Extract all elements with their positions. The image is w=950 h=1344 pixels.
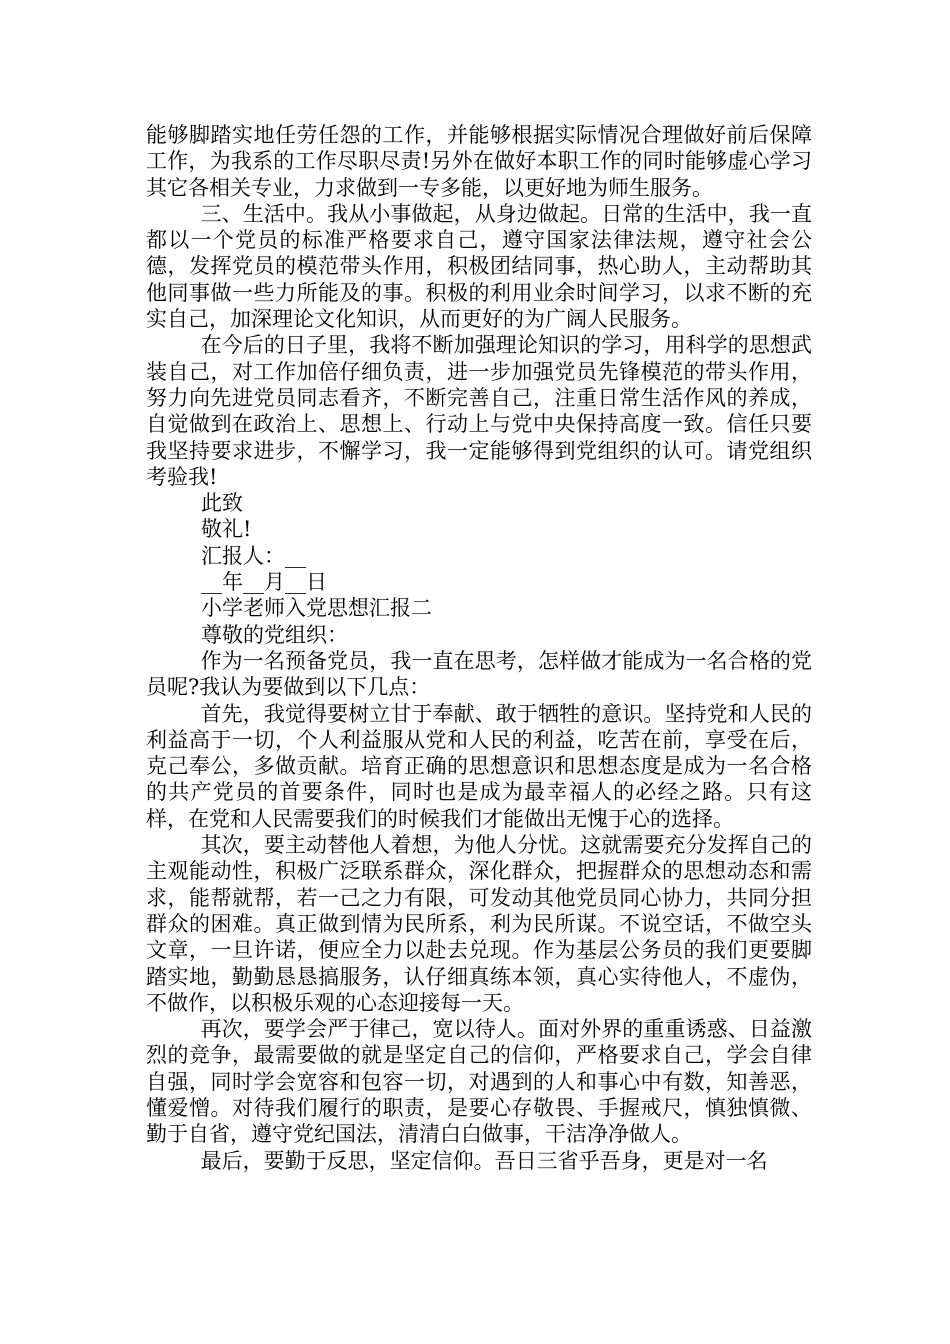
paragraph-future: 在今后的日子里，我将不断加强理论知识的学习，用科学的思想武装自己，对工作加倍仔细负责，进一步加强党员先锋模范的带头作用，努力向先进党员同志看齐，不断完善自己，注重日常生活作风的养成，自觉做到在政治上、思想上、行动上与党中央保持高度一致。信任只要我坚持要求进步，不懈学习，我一定能够得到党组织的认可。请党组织考验我!: [146, 333, 812, 489]
paragraph-last: 最后，要勤于反思，坚定信仰。吾日三省乎吾身，更是对一名: [200, 1148, 768, 1173]
paragraph-life: 三、生活中。我从小事做起，从身边做起。日常的生活中，我一直都以一个党员的标准严格要求自己，遵守国家法律法规，遵守社会公德，发挥党员的模范带头作用，积极团结同事，热心助人，主动帮助其他同事做一些力所能及的事。积极的利用业余时间学习，以求不断的充实自己，加深理论文化知识，从而更好的为广阔人民服务。: [146, 201, 812, 332]
date-line: __年__月__日: [201, 570, 327, 595]
second-report-title: 小学老师入党思想汇报二: [201, 596, 432, 621]
document-body: [146, 122, 812, 1174]
closing-regards: 敬礼!: [201, 517, 252, 542]
paragraph-third: 再次，要学会严于律己，宽以待人。面对外界的重重诱惑、日益激烈的竞争，最需要做的就是坚定自己的信仰，严格要求自己，学会自律自强，同时学会宽容和包容一切，对遇到的人和事心中有数，知善恶，懂爱憎。对待我们履行的职责，是要心存敬畏、手握戒尺，慎独慎微、勤于自省，遵守党纪国法，清清白白做事，干洁净净做人。: [146, 1017, 812, 1147]
closing-salutation: 此致: [201, 491, 243, 516]
greeting: 尊敬的党组织：: [201, 622, 348, 647]
reporter-line: 汇报人：__: [201, 543, 306, 568]
paragraph-intro: 作为一名预备党员，我一直在思考，怎样做才能成为一名合格的党员呢?我认为要做到以下几点：: [146, 648, 812, 700]
paragraph-work-continuation: 能够脚踏实地任劳任怨的工作，并能够根据实际情况合理做好前后保障工作，为我系的工作尽职尽责!另外在做好本职工作的同时能够虚心学习其它各相关专业，力求做到一专多能，以更好地为师生服务。: [146, 123, 812, 200]
paragraph-second: 其次，要主动替他人着想，为他人分忧。这就需要充分发挥自己的主观能动性，积极广泛联系群众，深化群众，把握群众的思想动态和需求，能帮就帮，若一己之力有限，可发动其他党员同心协力，共同分担群众的困难。真正做到情为民所系，利为民所谋。不说空话，不做空头文章，一旦许诺，便应全力以赴去兑现。作为基层公务员的我们更要脚踏实地，勤勤恳恳搞服务，认仔细真练本领，真心实待他人，不虚伪，不做作，以积极乐观的心态迎接每一天。: [146, 833, 812, 1015]
paragraph-first: 首先，我觉得要树立甘于奉献、敢于牺牲的意识。坚持党和人民的利益高于一切，个人利益服从党和人民的利益，吃苦在前，享受在后，克己奉公，多做贡献。培育正确的思想意识和思想态度是成为一名合格的共产党员的首要条件，同时也是成为最幸福人的必经之路。只有这样，在党和人民需要我们的时候我们才能做出无愧于心的选择。: [146, 701, 812, 831]
